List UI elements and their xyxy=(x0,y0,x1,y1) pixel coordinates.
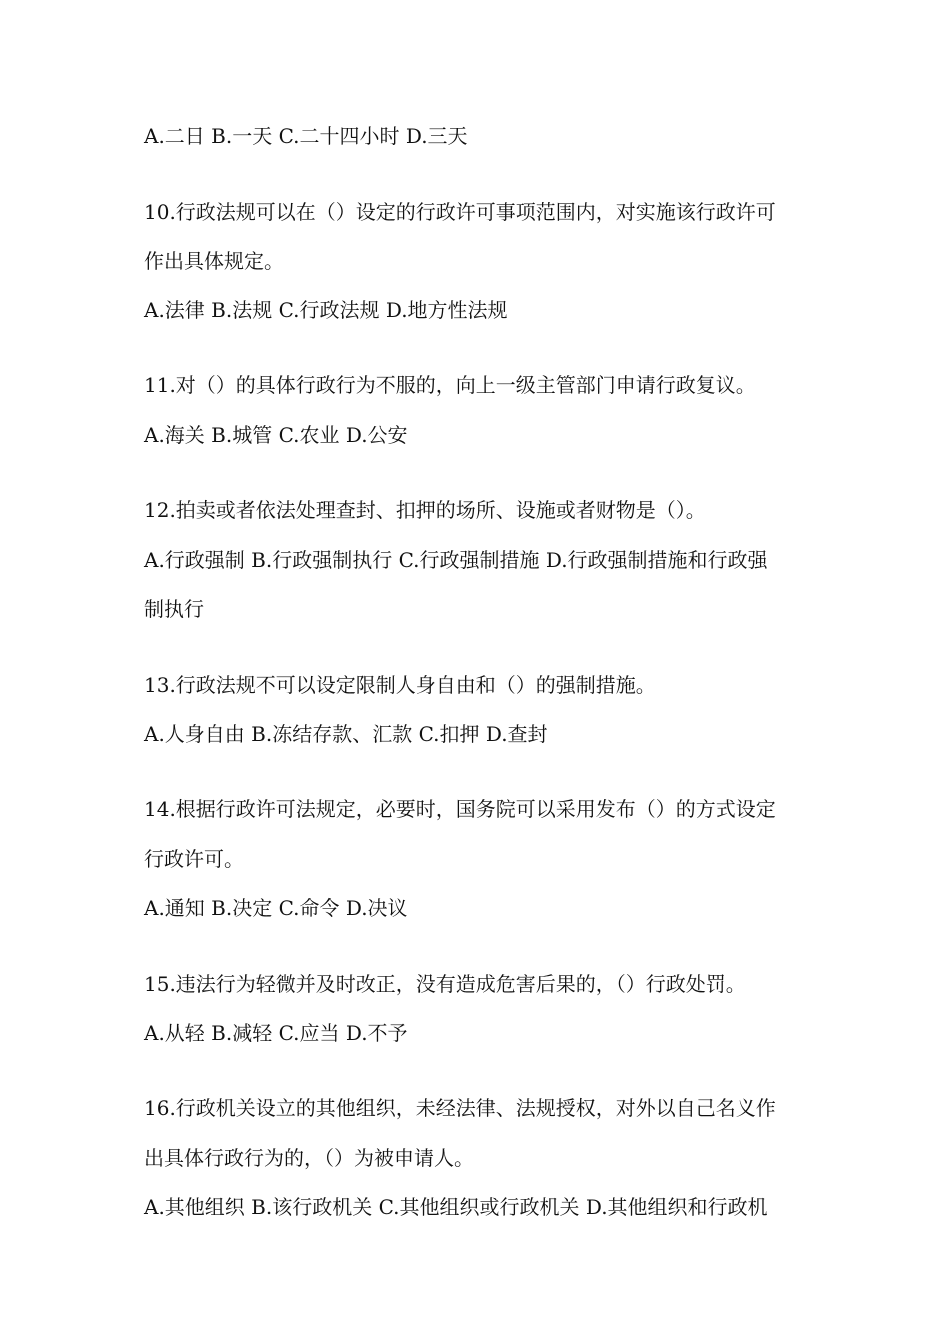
question-10-line-1: 10.行政法规可以在（）设定的行政许可事项范围内，对实施该行政许可 xyxy=(144,200,776,224)
question-16-line-1: 16.行政机关设立的其他组织，未经法律、法规授权，对外以自己名义作 xyxy=(144,1096,776,1120)
answer-options-q15: A.从轻 B.减轻 C.应当 D.不予 xyxy=(144,1021,408,1045)
question-16-line-2: 出具体行政行为的，（）为被申请人。 xyxy=(144,1146,474,1170)
answer-options-q14: A.通知 B.决定 C.命令 D.决议 xyxy=(144,896,408,920)
question-11: 11.对（）的具体行政行为不服的，向上一级主管部门申请行政复议。 xyxy=(144,373,756,397)
answer-options-q12-line-2: 制执行 xyxy=(144,597,204,621)
question-10-line-2: 作出具体规定。 xyxy=(144,249,284,273)
answer-options-q12-line-1: A.行政强制 B.行政强制执行 C.行政强制措施 D.行政强制措施和行政强 xyxy=(144,548,768,572)
answer-options-q9: A.二日 B.一天 C.二十四小时 D.三天 xyxy=(144,124,468,148)
answer-options-q13: A.人身自由 B.冻结存款、汇款 C.扣押 D.查封 xyxy=(144,722,548,746)
question-13: 13.行政法规不可以设定限制人身自由和（）的强制措施。 xyxy=(144,673,656,697)
question-14-line-2: 行政许可。 xyxy=(144,847,244,871)
answer-options-q10: A.法律 B.法规 C.行政法规 D.地方性法规 xyxy=(144,298,508,322)
question-15: 15.违法行为轻微并及时改正，没有造成危害后果的，（）行政处罚。 xyxy=(144,972,746,996)
question-14-line-1: 14.根据行政许可法规定，必要时，国务院可以采用发布（）的方式设定 xyxy=(144,797,776,821)
answer-options-q16: A.其他组织 B.该行政机关 C.其他组织或行政机关 D.其他组织和行政机 xyxy=(144,1195,768,1219)
answer-options-q11: A.海关 B.城管 C.农业 D.公安 xyxy=(144,423,408,447)
question-12: 12.拍卖或者依法处理查封、扣押的场所、设施或者财物是（）。 xyxy=(144,498,706,522)
